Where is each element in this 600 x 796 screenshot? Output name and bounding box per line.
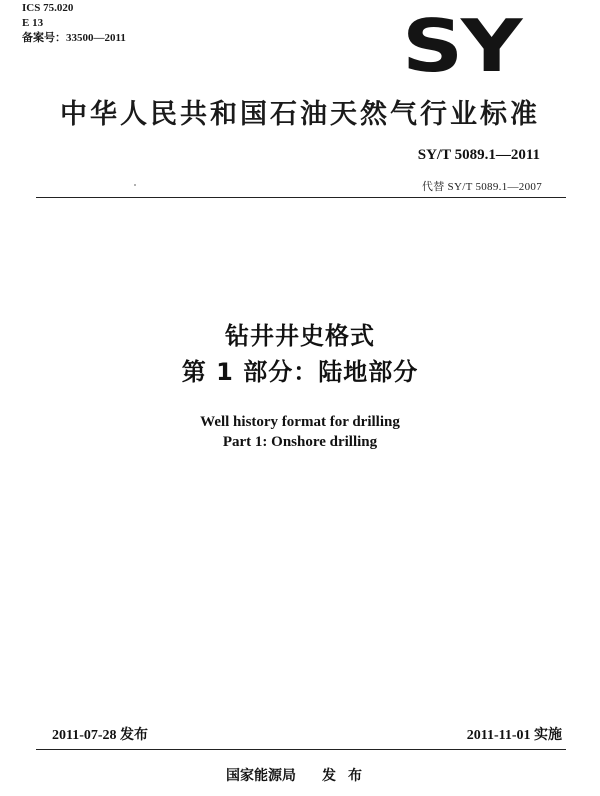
publisher-name: 国家能源局 [226,768,296,784]
replaces-standard: 代替 SY/T 5089.1—2007 [421,181,542,193]
chinese-title-line-2: 第 1 部分：陆地部分 [181,358,419,386]
english-title-line-2: Part 1: Onshore drilling [222,434,378,450]
sy-logo: SY [402,4,520,88]
ccs-code: E 13 [22,17,44,29]
issue-date: 2011-07-28 发布 [52,728,149,743]
ics-code: ICS 75.020 [22,2,74,14]
standard-category-title: 中华人民共和国石油天然气行业标准 [60,99,540,130]
top-divider [36,197,566,198]
publisher-line [0,765,600,785]
implementation-date: 2011-11-01 实施 [466,728,562,743]
standard-number: SY/T 5089.1—2011 [417,147,540,163]
bottom-divider [36,749,566,750]
speck [134,184,136,186]
record-number: 备案号：33500—2011 [22,32,126,44]
chinese-title-line-1: 钻井井史格式 [225,322,375,350]
publish-label: 发布 [322,768,374,784]
english-title-line-1: Well history format for drilling [200,414,400,430]
classification-block [22,1,126,46]
